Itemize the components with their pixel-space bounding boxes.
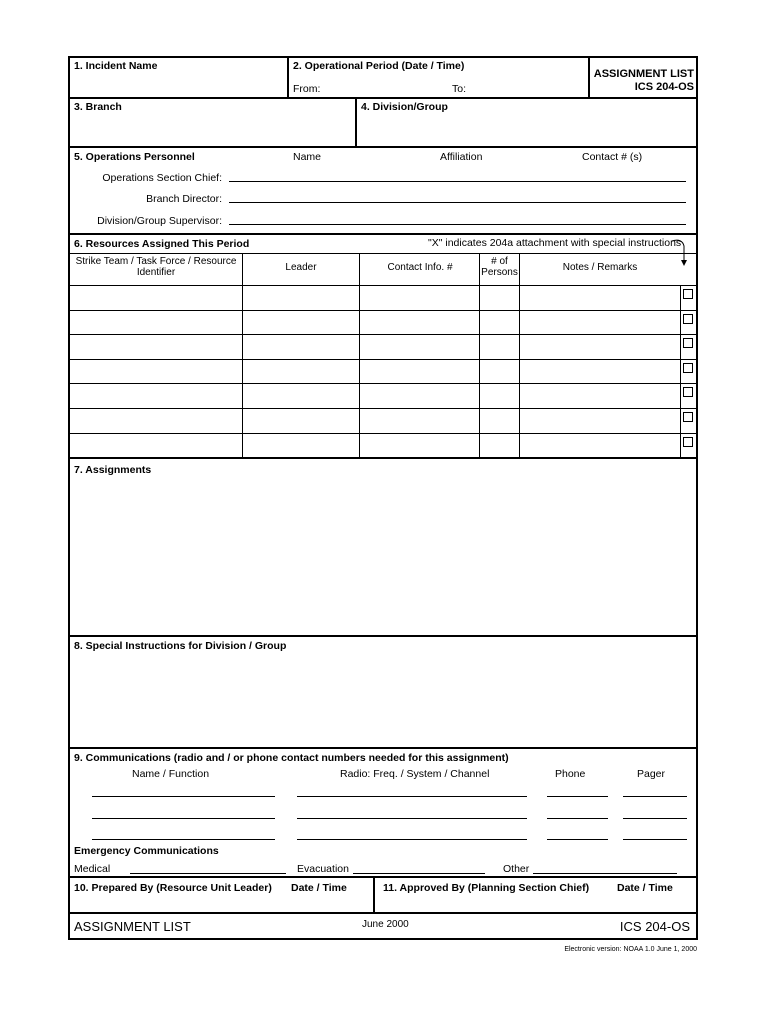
phone-line[interactable] <box>547 818 608 819</box>
electronic-version: Electronic version: NOAA 1.0 June 1, 2000 <box>564 946 697 953</box>
attachment-checkbox[interactable] <box>683 437 693 447</box>
attachment-note: "X" indicates 204a attachment with special instructions <box>428 237 682 249</box>
table-row <box>68 359 698 360</box>
branch-label: 3. Branch <box>74 101 122 113</box>
pager-line[interactable] <box>623 818 687 819</box>
medical-line[interactable] <box>130 873 286 874</box>
branch-director-label: Branch Director: <box>146 193 222 205</box>
special-instructions-label: 8. Special Instructions for Division / Group <box>74 640 287 652</box>
emergency-communications-label: Emergency Communications <box>74 845 219 857</box>
approved-by-label: 11. Approved By (Planning Section Chief) <box>383 882 590 894</box>
evacuation-label: Evacuation <box>297 863 349 875</box>
assignments-label: 7. Assignments <box>74 464 152 476</box>
divider <box>68 253 698 254</box>
table-row <box>68 433 698 434</box>
approved-date-label: Date / Time <box>617 882 673 894</box>
table-row <box>68 408 698 409</box>
divider <box>68 912 698 914</box>
persons-header-line-2: Persons <box>481 267 518 278</box>
from-label: From: <box>293 83 321 95</box>
divider <box>68 747 698 749</box>
form-code: ICS 204-OS <box>634 81 694 93</box>
attachment-checkbox[interactable] <box>683 363 693 373</box>
form-title: ASSIGNMENT LIST <box>593 68 694 80</box>
prepared-by-label: 10. Prepared By (Resource Unit Leader) <box>74 882 272 894</box>
affiliation-column-label: Affiliation <box>440 151 483 163</box>
persons-header <box>480 256 519 278</box>
notes-header: Notes / Remarks <box>562 262 638 273</box>
ops-section-chief-line[interactable] <box>229 181 686 182</box>
attachment-checkbox[interactable] <box>683 412 693 422</box>
phone-line[interactable] <box>547 796 608 797</box>
table-row <box>68 285 698 286</box>
column-divider <box>479 253 480 458</box>
table-row <box>68 383 698 384</box>
other-line[interactable] <box>533 873 677 874</box>
footer-code: ICS 204-OS <box>619 919 690 934</box>
strike-team-header <box>70 256 242 278</box>
radio-header: Radio: Freq. / System / Channel <box>340 768 490 780</box>
persons-header-line-1: # of <box>491 256 508 267</box>
divider <box>68 97 698 99</box>
attachment-checkbox[interactable] <box>683 338 693 348</box>
evacuation-line[interactable] <box>353 873 485 874</box>
attachment-checkbox[interactable] <box>683 314 693 324</box>
name-function-line[interactable] <box>92 839 275 840</box>
division-supervisor-line[interactable] <box>229 224 686 225</box>
attachment-checkbox[interactable] <box>683 289 693 299</box>
column-divider <box>242 253 243 458</box>
name-function-line[interactable] <box>92 818 275 819</box>
pager-header: Pager <box>637 768 666 780</box>
medical-label: Medical <box>74 863 111 875</box>
footer-title: ASSIGNMENT LIST <box>74 919 191 934</box>
divider <box>68 146 698 148</box>
radio-line[interactable] <box>297 796 527 797</box>
prepared-date-label: Date / Time <box>291 882 347 894</box>
divider <box>68 233 698 235</box>
column-divider <box>359 253 360 458</box>
table-row <box>68 334 698 335</box>
name-function-line[interactable] <box>92 796 275 797</box>
operations-personnel-label: 5. Operations Personnel <box>74 151 195 163</box>
resources-label: 6. Resources Assigned This Period <box>74 238 250 250</box>
operational-period-label: 2. Operational Period (Date / Time) <box>293 60 465 72</box>
assignments-field[interactable] <box>70 478 696 634</box>
incident-name-label: 1. Incident Name <box>74 60 158 72</box>
radio-line[interactable] <box>297 839 527 840</box>
contact-column-label: Contact # (s) <box>582 151 643 163</box>
other-label: Other <box>503 863 530 875</box>
column-divider <box>519 253 520 458</box>
divider <box>68 876 698 878</box>
contact-info-header: Contact Info. # <box>387 262 453 273</box>
strike-team-header-line-1: Strike Team / Task Force / Resource <box>75 256 237 267</box>
divider <box>68 457 698 459</box>
ops-section-chief-label: Operations Section Chief: <box>102 172 222 184</box>
phone-line[interactable] <box>547 839 608 840</box>
divider <box>287 57 289 98</box>
divider <box>373 877 375 913</box>
division-label: 4. Division/Group <box>361 101 448 113</box>
name-function-header: Name / Function <box>132 768 210 780</box>
phone-header: Phone <box>555 768 586 780</box>
attachment-checkbox[interactable] <box>683 387 693 397</box>
name-column-label: Name <box>293 151 322 163</box>
leader-header: Leader <box>285 262 317 273</box>
branch-director-line[interactable] <box>229 202 686 203</box>
special-instructions-field[interactable] <box>70 655 696 745</box>
to-label: To: <box>452 83 467 95</box>
communications-label: 9. Communications (radio and / or phone contact numbers needed for this assignment) <box>74 752 509 764</box>
pager-line[interactable] <box>623 796 687 797</box>
division-supervisor-label: Division/Group Supervisor: <box>97 215 222 227</box>
pager-line[interactable] <box>623 839 687 840</box>
footer-date: June 2000 <box>362 919 409 930</box>
divider <box>355 98 357 146</box>
divider <box>68 635 698 637</box>
radio-line[interactable] <box>297 818 527 819</box>
strike-team-header-line-2: Identifier <box>136 267 176 278</box>
table-row <box>68 310 698 311</box>
